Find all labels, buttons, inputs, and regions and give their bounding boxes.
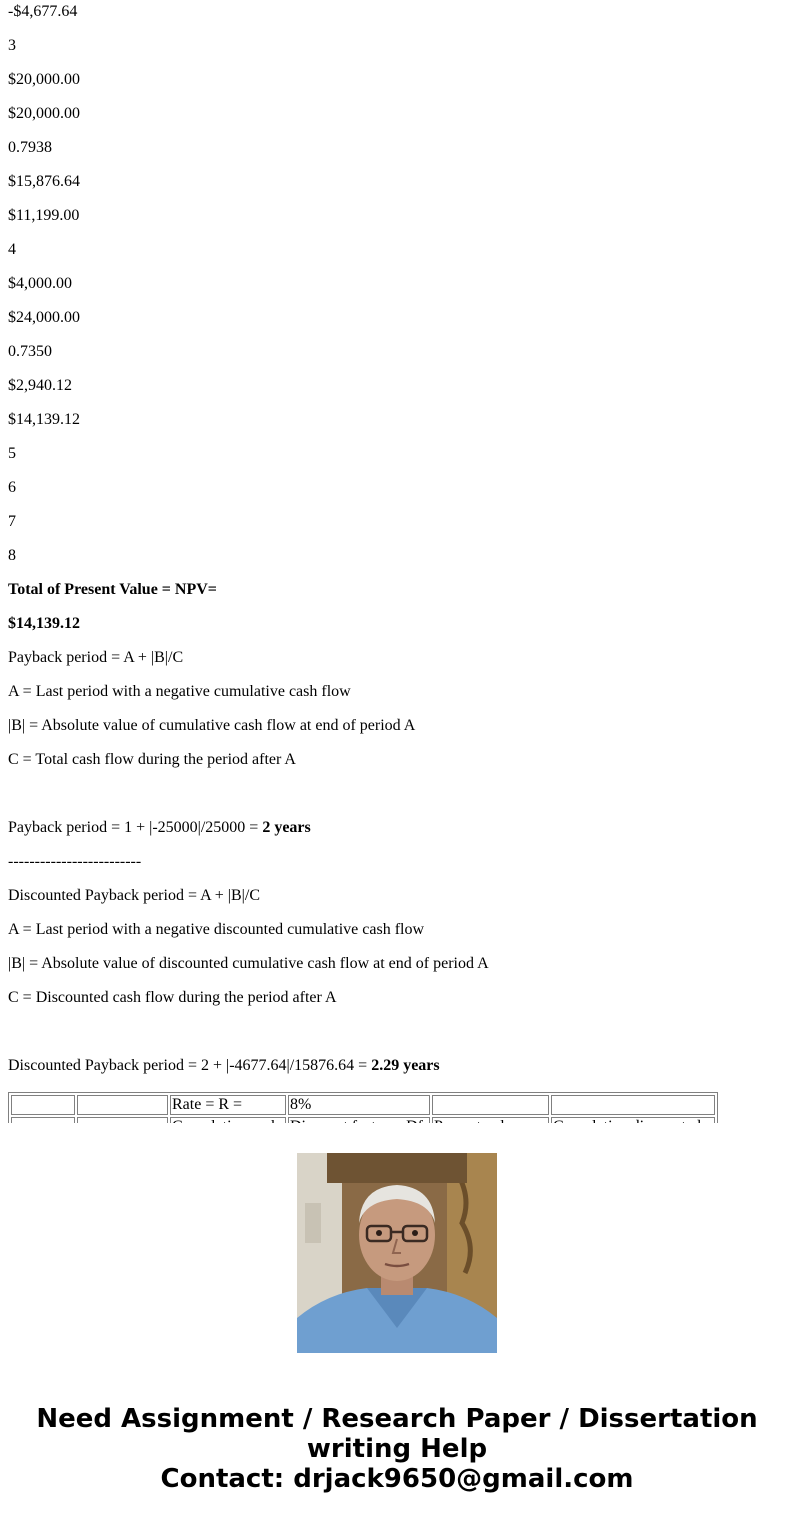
discounted-payback-formula: Discounted Payback period = A + |B|/C xyxy=(8,887,260,904)
rate-label-cell: Rate = R = xyxy=(170,1095,286,1115)
promo-line-2: writing Help xyxy=(306,1434,488,1464)
payback-calculation xyxy=(8,816,311,840)
text-line: 6 xyxy=(8,479,16,496)
payback-c-definition: C = Total cash flow during the period after A xyxy=(8,751,296,768)
text-line: $20,000.00 xyxy=(8,71,80,88)
discounted-payback-result: 2.29 years xyxy=(371,1057,440,1074)
promo-text xyxy=(0,1404,794,1494)
avatar xyxy=(297,1153,497,1353)
payback-calc-text: Payback period = 1 + |-25000|/25000 = xyxy=(8,819,263,836)
payback-result: 2 years xyxy=(262,819,311,836)
payback-a-definition: A = Last period with a negative cumulative cash flow xyxy=(8,683,351,700)
discounted-payback-c-definition: C = Discounted cash flow during the period after A xyxy=(8,989,337,1006)
npv-label: Total of Present Value = NPV= xyxy=(8,581,217,598)
discounted-payback-a-definition: A = Last period with a negative discounted cumulative cash flow xyxy=(8,921,425,938)
rate-value-cell: 8% xyxy=(288,1095,430,1115)
npv-value: $14,139.12 xyxy=(8,615,80,632)
discounted-payback-b-definition: |B| = Absolute value of discounted cumulative cash flow at end of period A xyxy=(8,955,489,972)
text-line: 3 xyxy=(8,37,16,54)
table-cell xyxy=(551,1095,715,1115)
text-line: 5 xyxy=(8,445,16,462)
text-line: $14,139.12 xyxy=(8,411,80,428)
payback-b-definition: |B| = Absolute value of cumulative cash flow at end of period A xyxy=(8,717,416,734)
table-row xyxy=(11,1095,715,1115)
table-cell xyxy=(432,1095,549,1115)
promo-contact-line: Contact: drjack9650@gmail.com xyxy=(160,1464,634,1494)
text-line: -$4,677.64 xyxy=(8,3,78,20)
text-line: $2,940.12 xyxy=(8,377,72,394)
rate-table-container xyxy=(8,1092,718,1123)
separator: ------------------------- xyxy=(8,853,142,870)
person-portrait-icon xyxy=(297,1153,497,1353)
payback-formula: Payback period = A + |B|/C xyxy=(8,649,184,666)
text-line: 7 xyxy=(8,513,16,530)
text-line: $15,876.64 xyxy=(8,173,80,190)
discounted-payback-calculation xyxy=(8,1054,440,1078)
text-line: $20,000.00 xyxy=(8,105,80,122)
text-line: 8 xyxy=(8,547,16,564)
table-cell xyxy=(11,1095,75,1115)
text-line: $24,000.00 xyxy=(8,309,80,326)
table-cell xyxy=(77,1095,168,1115)
promo-banner xyxy=(0,1123,794,1523)
text-line: 0.7938 xyxy=(8,139,52,156)
promo-line-1: Need Assignment / Research Paper / Dissertation xyxy=(36,1404,758,1434)
text-line: $4,000.00 xyxy=(8,275,72,292)
discounted-payback-calc-text: Discounted Payback period = 2 + |-4677.64|/15876.64 = xyxy=(8,1057,372,1074)
text-line: $11,199.00 xyxy=(8,207,80,224)
text-line: 4 xyxy=(8,241,16,258)
text-line: 0.7350 xyxy=(8,343,52,360)
